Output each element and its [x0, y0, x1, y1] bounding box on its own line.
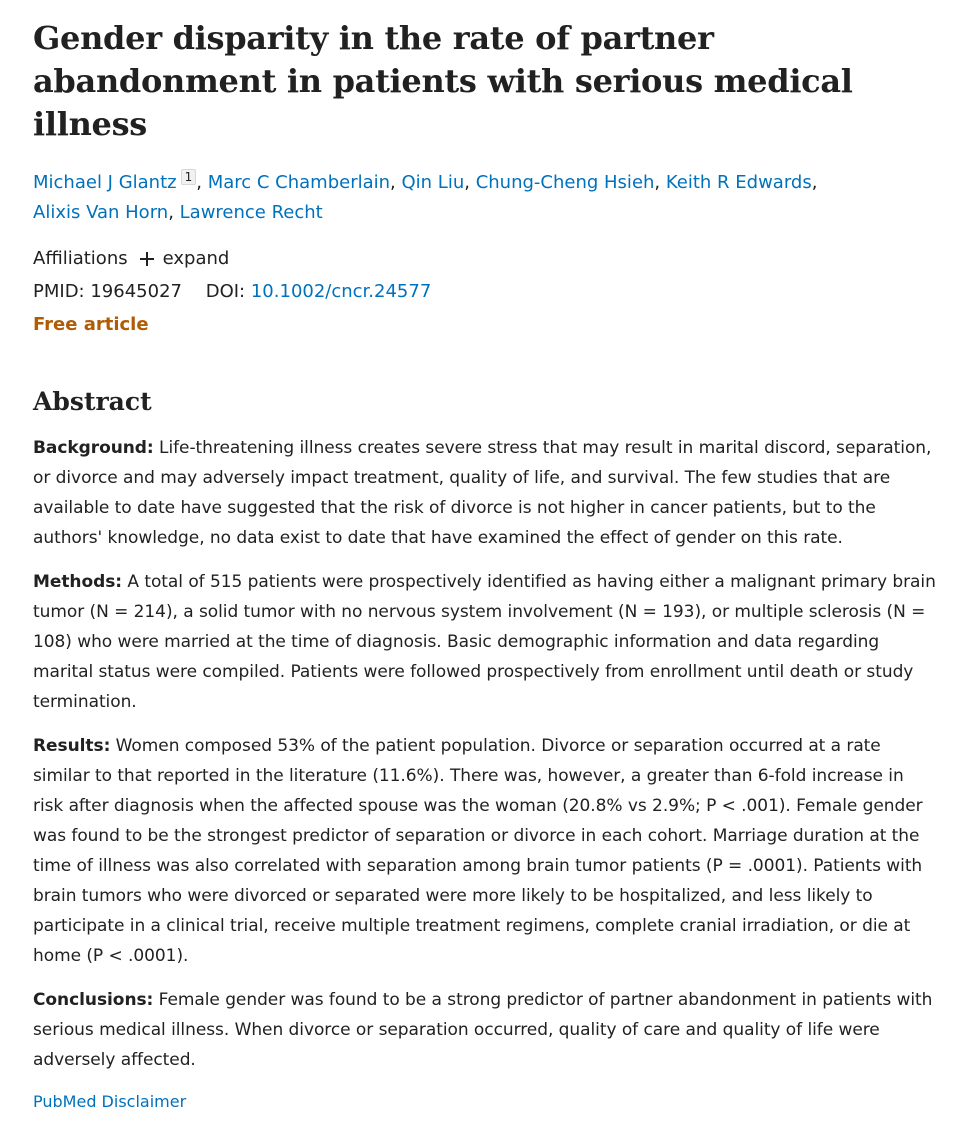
author-link[interactable]: Lawrence Recht [179, 202, 323, 223]
abstract-results [33, 731, 938, 971]
affiliations-label: Affiliations [33, 248, 128, 269]
author-separator: , [654, 172, 666, 193]
expand-label: expand [162, 248, 230, 269]
author-link[interactable]: Keith R Edwards [665, 172, 812, 193]
section-label: Conclusions: [33, 990, 154, 1010]
article-title: Gender disparity in the rate of partner abandonment in patients with serious medical illness [33, 19, 853, 143]
author-separator: , [390, 172, 402, 193]
abstract-heading: Abstract [33, 387, 152, 416]
section-label: Methods: [33, 572, 123, 592]
abstract-body [33, 433, 938, 1075]
author-separator: , [168, 202, 180, 223]
doi-label: DOI: [205, 281, 246, 302]
author-link[interactable]: Michael J Glantz [33, 172, 177, 193]
section-text: Women composed 53% of the patient population. Divorce or separation occurred at a rate similar to that reported in the literature (11.6%). There was, however, a greater than 6-fold increase in risk after diagnosis when the affected spouse was the woman (20.8% vs 2.9%; P < .001). Female gender was found to be the strongest predictor of separation or divorce in each cohort. Marriage duration at the time of illness was also correlated with separation among brain tumor patients (P = .0001). Patients with brain tumors who were divorced or separated were more likely to be hospitalized, and less likely to participate in a clinical trial, receive multiple treatment regimens, complete cranial irradiation, or die at home (P < .0001). [33, 736, 923, 966]
section-label: Background: [33, 438, 154, 458]
article-meta [33, 242, 938, 341]
author-link[interactable]: Alixis Van Horn [33, 202, 169, 223]
doi-link[interactable]: 10.1002/cncr.24577 [250, 281, 432, 302]
affiliations-row [33, 242, 938, 275]
author-link[interactable]: Marc C Chamberlain [207, 172, 391, 193]
free-article-badge: Free article [33, 314, 149, 335]
author-list [33, 168, 938, 228]
abstract-conclusions [33, 985, 938, 1075]
section-text: Female gender was found to be a strong predictor of partner abandonment in patients with serious medical illness. When divorce or separation occurred, quality of care and quality of life were adversely affected. [33, 990, 933, 1070]
plus-icon [140, 252, 154, 266]
pubmed-disclaimer-link[interactable]: PubMed Disclaimer [33, 1092, 187, 1111]
affiliations-expand-toggle[interactable] [140, 242, 230, 275]
section-label: Results: [33, 736, 111, 756]
author-link[interactable]: Chung-Cheng Hsieh [475, 172, 655, 193]
pmid-value: 19645027 [90, 281, 182, 302]
author-separator: , [464, 172, 476, 193]
article-page [33, 0, 938, 1114]
abstract-methods [33, 567, 938, 717]
section-text: A total of 515 patients were prospectively identified as having either a malignant primary brain tumor (N = 214), a solid tumor with no nervous system involvement (N = 193), or multiple sclerosis (N = 108) who were married at the time of diagnosis. Basic demographic information and data regarding marital status were compiled. Patients were followed prospectively from enrollment until death or study termination. [33, 572, 936, 712]
author-link[interactable]: Qin Liu [401, 172, 465, 193]
affiliation-ref-button[interactable]: 1 [181, 169, 197, 185]
pmid-label: PMID: [33, 281, 85, 302]
identifiers-row [33, 275, 938, 308]
section-text: Life-threatening illness creates severe stress that may result in marital discord, separation, or divorce and may adversely impact treatment, quality of life, and survival. The few studies that are available to date have suggested that the risk of divorce is not higher in cancer patients, but to the authors' knowledge, no data exist to date that have examined the effect of gender on this rate. [33, 438, 932, 548]
author-separator: , [196, 172, 208, 193]
abstract-background [33, 433, 938, 553]
author-separator: , [811, 172, 818, 193]
